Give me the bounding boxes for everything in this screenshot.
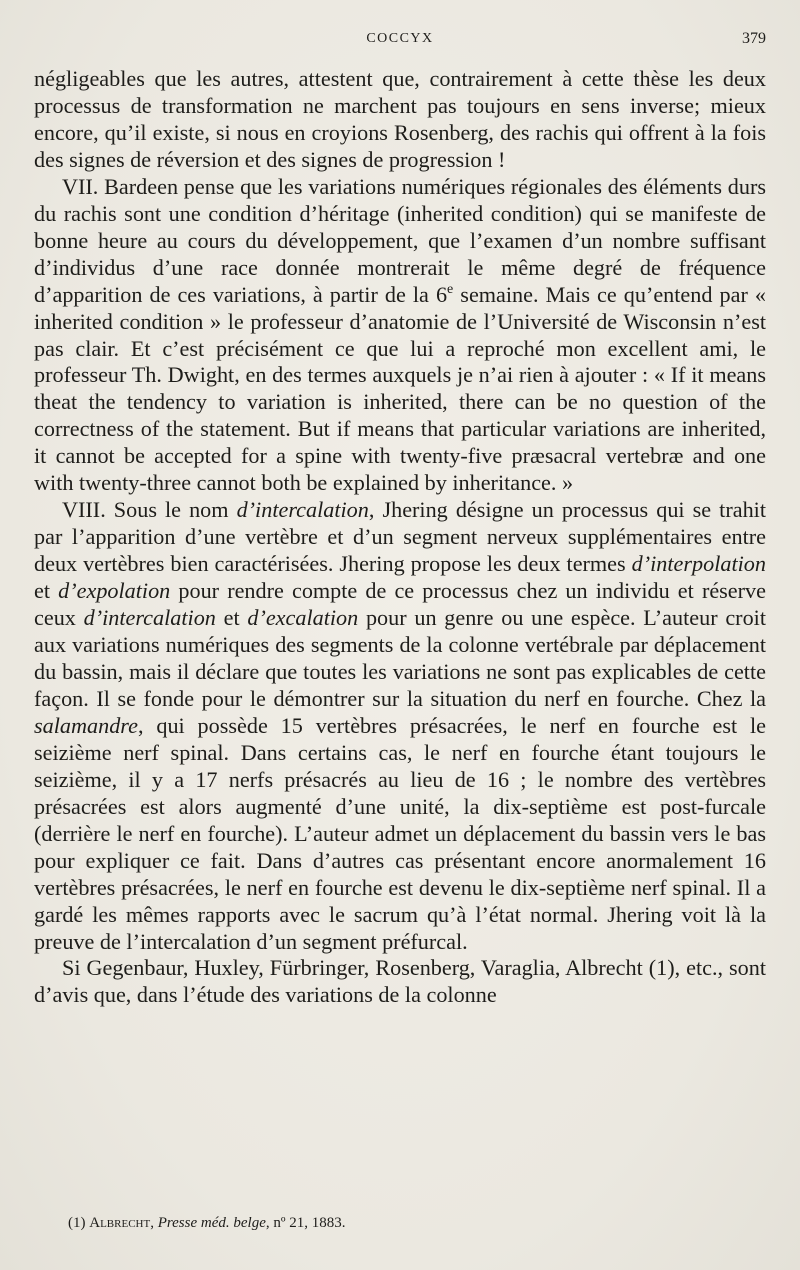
footnote — [68, 1213, 768, 1233]
paragraph-2-part-a: VII. Bardeen pense que les variations numériques régionales des éléments durs du rachis sont une condition d’héritage (inherited condition) qui se manifeste de bonne heure au cours du développement, que l’examen d’un nombre suffisant d’individus d’une race donnée montrerait le même degré de fréquence d’apparition de ces variations, à partir de la 6 — [34, 173, 766, 307]
body-text — [34, 66, 766, 1009]
p3-text: VIII. Sous le nom — [62, 497, 237, 523]
term-salamandre: salamandre — [34, 712, 138, 738]
term-intercalation-2: d’intercalation — [83, 605, 216, 631]
term-excalation: d’excalation — [247, 605, 359, 631]
footnote-journal: Presse méd. belge — [157, 1215, 266, 1231]
p3-text: et — [215, 605, 248, 631]
paragraph-2-part-b: semaine. Mais ce qu’entend par « inherited condition » le professeur d’anatomie de l’Université de Wisconsin n’est pas clair. Et c’est précisément ce que lui a reproché mon excellent ami, le professeur Th. Dwight, en des termes auxquels je n’ai rien à ajouter : « If it means theat the tendency to variation is inherited, there can be no question of the correctness of the statement. But if means that particular variations are inherited, it cannot be accepted for a spine with twenty-five præsacral vertebræ and one with twenty-three cannot both be explained by inheritance. » — [34, 281, 766, 496]
running-title: COCCYX — [366, 31, 434, 46]
p3-text: , Jhering désigne un processus qui se trahit par l’apparition d’une vertèbre et d’un segment nerveux supplémentaires entre deux vertèbres bien caractérisées. Jhering propose les deux termes — [34, 497, 766, 577]
p3-text: et — [34, 578, 59, 604]
footnote-marker: (1) — [68, 1215, 86, 1231]
page-number: 379 — [742, 30, 766, 47]
paragraph-4: Si Gegenbaur, Huxley, Fürbringer, Rosenberg, Varaglia, Albrecht (1), etc., sont d’avis que, dans l’étude des variations de la colonne — [34, 955, 766, 1008]
paragraph-1: négligeables que les autres, attestent que, contrairement à cette thèse les deux processus de transformation ne marchent pas toujours en sens inverse; mieux encore, qu’il existe, si nous en croyions Rosenberg, des rachis qui offrent à la fois des signes de réversion et des signes de progression ! — [34, 66, 766, 172]
paragraph-3 — [34, 497, 766, 955]
p3-text: pour rendre compte de ce processus chez un individu et réserve ceux — [34, 578, 766, 631]
superscript-e: e — [447, 281, 454, 297]
p3-text: pour un genre ou une espèce. L’auteur croit aux variations numériques des segments de la colonne vertébrale par déplacement du bassin, mais il déclare que toutes les variations ne sont pas explicables de cette façon. Il se fonde pour le démontrer sur la situation du nerf en fourche. Chez la — [34, 605, 766, 711]
term-expolation: d’expolation — [58, 578, 171, 604]
paragraph-2 — [34, 174, 766, 497]
footnote-details: , nº 21, 1883. — [265, 1215, 346, 1231]
footnote-author: Albrecht — [89, 1215, 151, 1231]
running-head — [34, 28, 766, 52]
term-intercalation: d’intercalation — [236, 497, 369, 523]
p3-text: , qui possède 15 vertèbres présacrées, le nerf en fourche est le seizième nerf spinal. Dans certains cas, le nerf en fourche étant toujours le seizième, il y a 17 nerfs présacrés au lieu de 16 ; le nombre des vertèbres présacrées est alors augmenté d’une unité, la dix-septième est post-furcale (derrière le nerf en fourche). L’auteur admet un déplacement du bassin vers le bas pour expliquer ce fait. Dans d’autres cas présentant encore anormalement 16 vertèbres présacrées, le nerf en fourche est devenu le dix-septième nerf spinal. Il a gardé les mêmes rapports avec le sacrum qu’à l’état normal. Jhering voit là la preuve de l’intercalation d’un segment préfurcal. — [34, 712, 766, 954]
footnote-sep: , — [150, 1215, 158, 1231]
term-interpolation: d’interpolation — [631, 551, 766, 577]
